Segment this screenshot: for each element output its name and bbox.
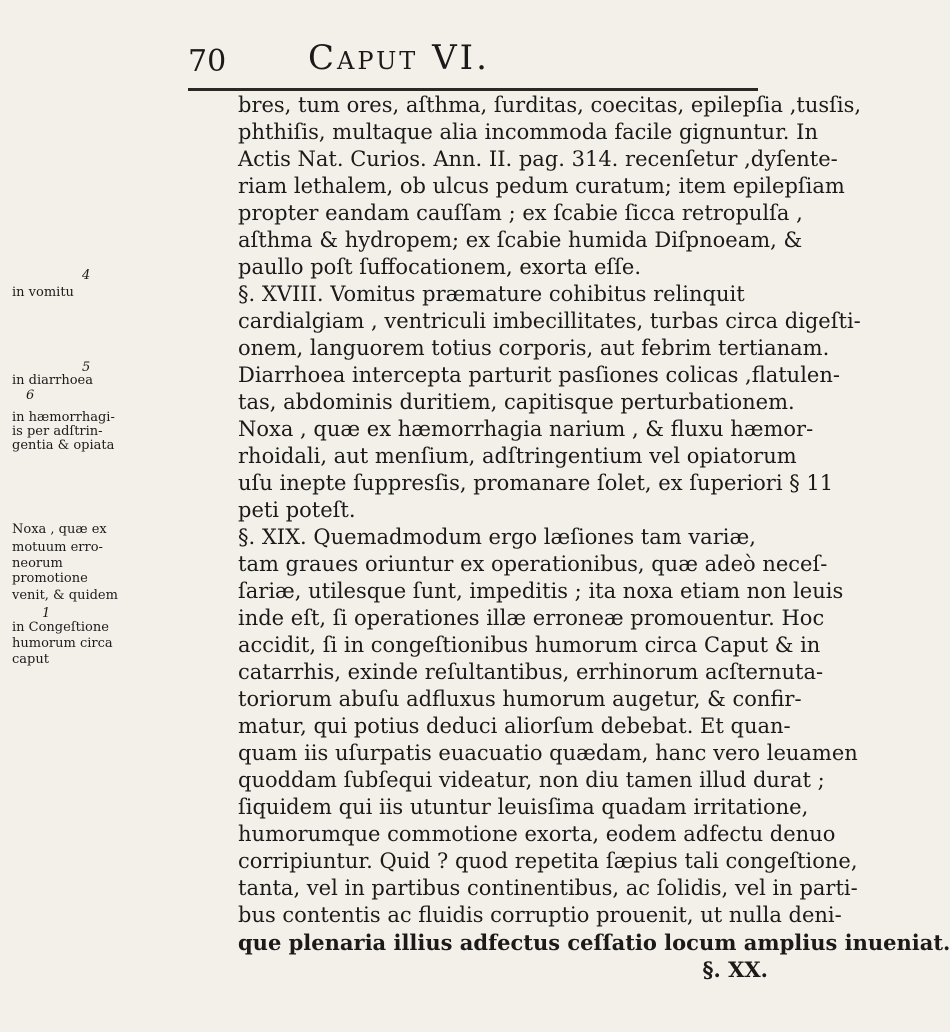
text-line: peti poteſt. xyxy=(238,498,356,522)
margin-note: motuum erro- xyxy=(12,540,103,555)
margin-note: venit, & quidem xyxy=(12,588,118,603)
margin-note: caput xyxy=(12,652,49,667)
text-line: aſthma & hydropem; ex ſcabie humida Diſpnoeam, & xyxy=(238,228,803,252)
margin-note: in diarrhoea xyxy=(12,373,93,388)
margin-note: in vomitu xyxy=(12,285,74,300)
catchword: §. XX. xyxy=(702,957,768,982)
margin-note: neorum xyxy=(12,556,63,571)
margin-note: in hæmorrhagi- xyxy=(12,410,115,425)
text-line: rhoidali, aut menſium, adſtringentium vel opiatorum xyxy=(238,444,797,468)
text-line: ſiquidem qui iis utuntur leuisſima quadam irritatione, xyxy=(238,795,809,819)
text-line: uſu inepte ſuppresſis, promanare ſolet, ex ſuperiori § 11 xyxy=(238,471,834,495)
text-line: bres, tum ores, aſthma, ſurditas, coecitas, epilepſia ,tusſis, xyxy=(238,93,862,117)
margin-note-number: 6 xyxy=(26,388,35,403)
text-line: quoddam ſubſequi videatur, non diu tamen illud durat ; xyxy=(238,768,825,792)
text-line: onem, languorem totius corporis, aut febrim tertianam. xyxy=(238,336,830,360)
margin-note: gentia & opiata xyxy=(12,438,115,453)
text-line: corripiuntur. Quid ? quod repetita ſæpius tali congeſtione, xyxy=(238,849,858,873)
text-line: ſariæ, utilesque ſunt, impeditis ; ita noxa etiam non leuis xyxy=(238,579,844,603)
text-line: Actis Nat. Curios. Ann. II. pag. 314. recenſetur ,dyſente- xyxy=(238,147,838,171)
text-line: que plenaria illius adfectus ceſſatio locum amplius inueniat. xyxy=(238,930,950,955)
text-line: cardialgiam , ventriculi imbecillitates, turbas circa digeſti- xyxy=(238,309,861,333)
text-line: riam lethalem, ob ulcus pedum curatum; item epilepſiam xyxy=(238,174,845,198)
margin-note-number: 5 xyxy=(82,360,91,375)
page-number: 70 xyxy=(188,44,227,79)
running-head: Caput VI. xyxy=(308,38,490,78)
text-line: paullo poſt ſuffocationem, exorta eſſe. xyxy=(238,255,642,279)
text-line: bus contentis ac fluidis corruptio prouenit, ut nulla deni- xyxy=(238,903,842,927)
body-text xyxy=(238,92,950,983)
text-line: catarrhis, exinde reſultantibus, errhinorum acſternuta- xyxy=(238,660,824,684)
margin-note: Noxa , quæ ex xyxy=(12,522,107,537)
text-line: Noxa , quæ ex hæmorrhagia narium , & fluxu hæmor- xyxy=(238,417,814,441)
text-line: tam graues oriuntur ex operationibus, quæ adeò neceſ- xyxy=(238,552,828,576)
text-line: Diarrhoea intercepta parturit pasſiones colicas ,flatulen- xyxy=(238,363,840,387)
margin-note-number: 1 xyxy=(42,606,51,621)
margin-note: humorum circa xyxy=(12,636,113,651)
margin-note-number: 4 xyxy=(82,268,91,283)
text-line: §. XIX. Quemadmodum ergo læſiones tam variæ, xyxy=(238,525,756,549)
text-line: tanta, vel in partibus continentibus, ac ſolidis, vel in parti- xyxy=(238,876,858,900)
text-line: toriorum abuſu adfluxus humorum augetur, & confir- xyxy=(238,687,802,711)
header-rule xyxy=(188,88,758,91)
text-line: tas, abdominis duritiem, capitisque perturbationem. xyxy=(238,390,795,414)
text-line: humorumque commotione exorta, eodem adfectu denuo xyxy=(238,822,836,846)
margin-note: is per adſtrin- xyxy=(12,424,103,439)
text-line: matur, qui potius deduci aliorſum debebat. Et quan- xyxy=(238,714,791,738)
margin-note: in Congeſtione xyxy=(12,620,109,635)
text-line: inde eſt, ſi operationes illæ erroneæ promouentur. Hoc xyxy=(238,606,825,630)
text-line: accidit, ſi in congeſtionibus humorum circa Caput & in xyxy=(238,633,821,657)
margin-note: promotione xyxy=(12,571,88,586)
page-header xyxy=(188,32,748,92)
text-line: phthiſis, multaque alia incommoda facile gignuntur. In xyxy=(238,120,818,144)
text-line: §. XVIII. Vomitus præmature cohibitus relinquit xyxy=(238,282,745,306)
text-line: quam iis uſurpatis euacuatio quædam, hanc vero leuamen xyxy=(238,741,858,765)
text-line: propter eandam cauſſam ; ex ſcabie ſicca retropulſa , xyxy=(238,201,803,225)
